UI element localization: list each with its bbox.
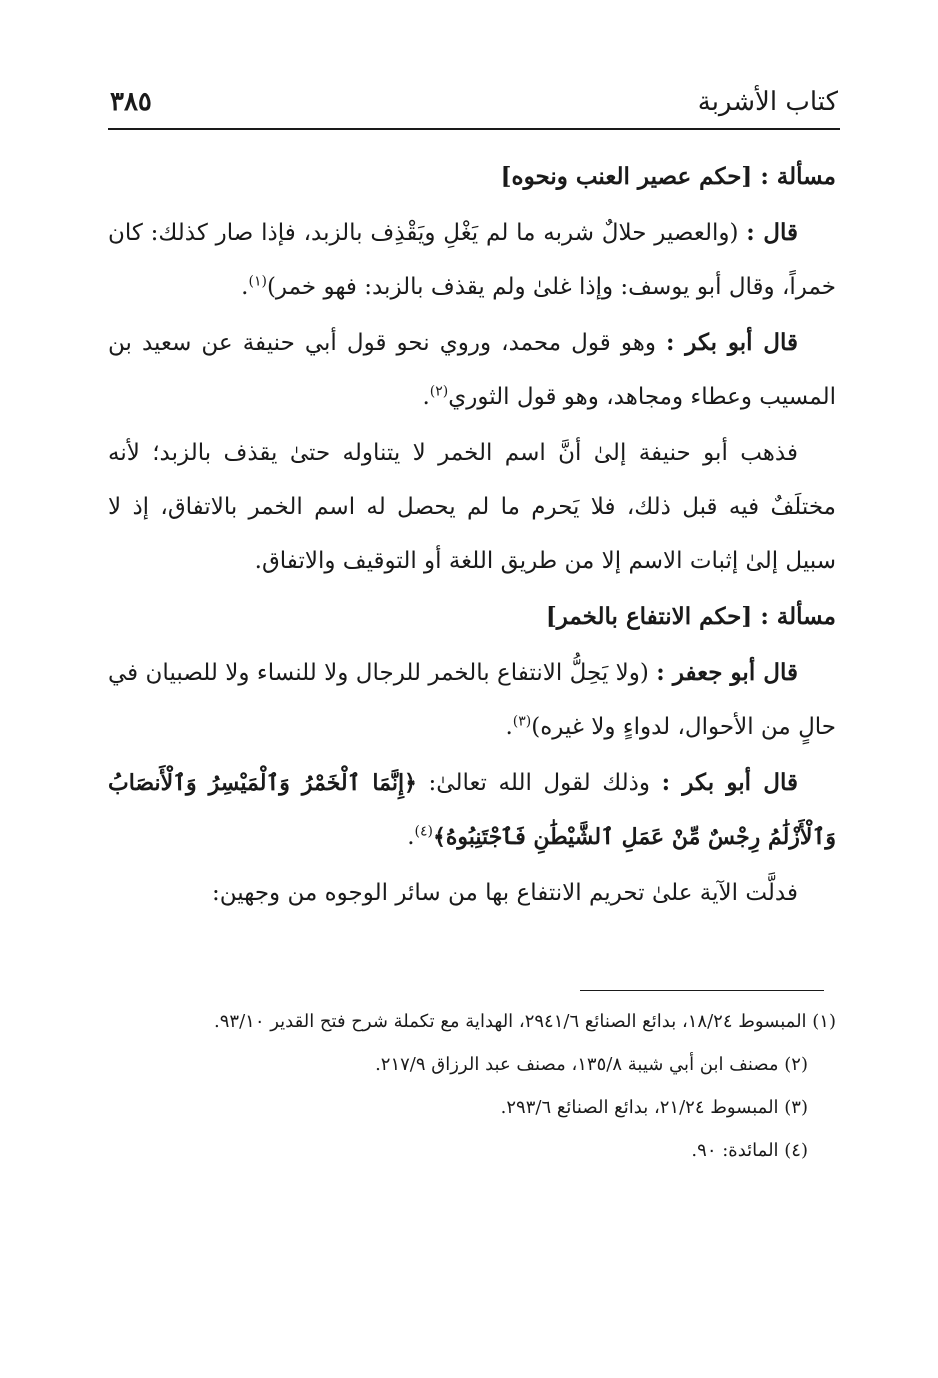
footnote: (١) المبسوط ١٨/٢٤، بدائع الصنائع ٢٩٤١/٦، الهداية مع تكملة شرح فتح القدير ٩٣/١٠. [214,1011,836,1032]
footnote: (٤) المائدة: ٩٠. [691,1140,808,1161]
footnote-marker: (٣) [512,713,532,730]
paragraph-text: فدلَّت الآية علىٰ تحريم الانتفاع بها من سائر الوجوه من وجهين: [212,880,798,906]
section-heading-wine-use [108,590,836,644]
footnote-marker: (٤) [414,823,433,840]
page-number: ٣٨٥ [110,87,152,117]
paragraph-end: . [407,824,415,850]
speaker-label: قال أبو بكر : [661,769,799,796]
paragraph-text: فذهب أبو حنيفة إلىٰ أنَّ اسم الخمر لا يتناوله حتىٰ يقذف بالزبد؛ لأنه مختلَفٌ فيه قبل ذلك، فلا يَحرم ما لم يحصل له اسم الخمر بالاتفاق، إذ لا سبيل إلىٰ إثبات الاسم إلا من طريق اللغة أو التوقيف والاتفاق. [108,440,836,574]
page-header [110,82,838,122]
paragraph [108,316,836,424]
footnote-marker: (٢) [429,383,449,400]
heading-prefix: مسألة : [760,603,836,630]
footnote: (٢) مصنف ابن أبي شيبة ١٣٥/٨، مصنف عبد الرزاق ٢١٧/٩. [375,1054,808,1075]
section-heading-grape-juice [108,150,836,204]
paragraph-end: . [241,274,249,300]
footnotes [108,1000,836,1172]
paragraph [108,426,836,588]
speaker-label: قال أبو جعفر : [656,659,798,686]
paragraph-text: (والعصير حلالٌ شربه ما لم يَغْلِ ويَقْذِف بالزبد، فإذا صار كذلك: كان خمراً، وقال أبو يوسف: وإذا غلىٰ ولم يقذف بالزبد: فهو خمر) [108,220,836,300]
paragraph-end: . [422,384,430,410]
paragraph-text: وهو قول محمد، وروي نحو قول أبي حنيفة عن سعيد بن المسيب وعطاء ومجاهد، وهو قول الثوري [108,330,836,410]
paragraph-text: وذلك لقول الله تعالىٰ: [428,770,650,796]
paragraph [108,646,836,754]
heading-title: [حكم الانتفاع بالخمر] [545,603,753,630]
speaker-label: قال : [746,219,798,246]
footnote-marker: (١) [248,273,267,290]
speaker-label: قال أبو بكر : [666,329,798,356]
heading-prefix: مسألة : [760,163,836,190]
paragraph [108,866,836,920]
footnote-divider [580,990,824,991]
header-divider [108,128,840,130]
paragraph [108,206,836,314]
quran-verse: ﴿إِنَّمَا ٱلْخَمْرُ وَٱلْمَيْسِرُ وَٱلْأَنصَابُ وَٱلْأَزْلَٰمُ رِجْسٌ مِّنْ عَمَلِ ٱلشَّيْطَٰنِ فَٱجْتَنِبُوهُ﴾ [108,770,836,850]
footnote: (٣) المبسوط ٢١/٢٤، بدائع الصنائع ٢٩٣/٦. [500,1097,808,1118]
book-title: كتاب الأشربة [697,87,838,117]
paragraph-end: . [505,714,513,740]
heading-title: [حكم عصير العنب ونحوه] [500,163,753,190]
paragraph [108,756,836,864]
paragraph-text: (ولا يَحِلُّ الانتفاع بالخمر للرجال ولا للنساء ولا للصبيان في حالٍ من الأحوال، لدواءٍ ولا غيره) [108,660,836,740]
main-text [108,150,836,922]
